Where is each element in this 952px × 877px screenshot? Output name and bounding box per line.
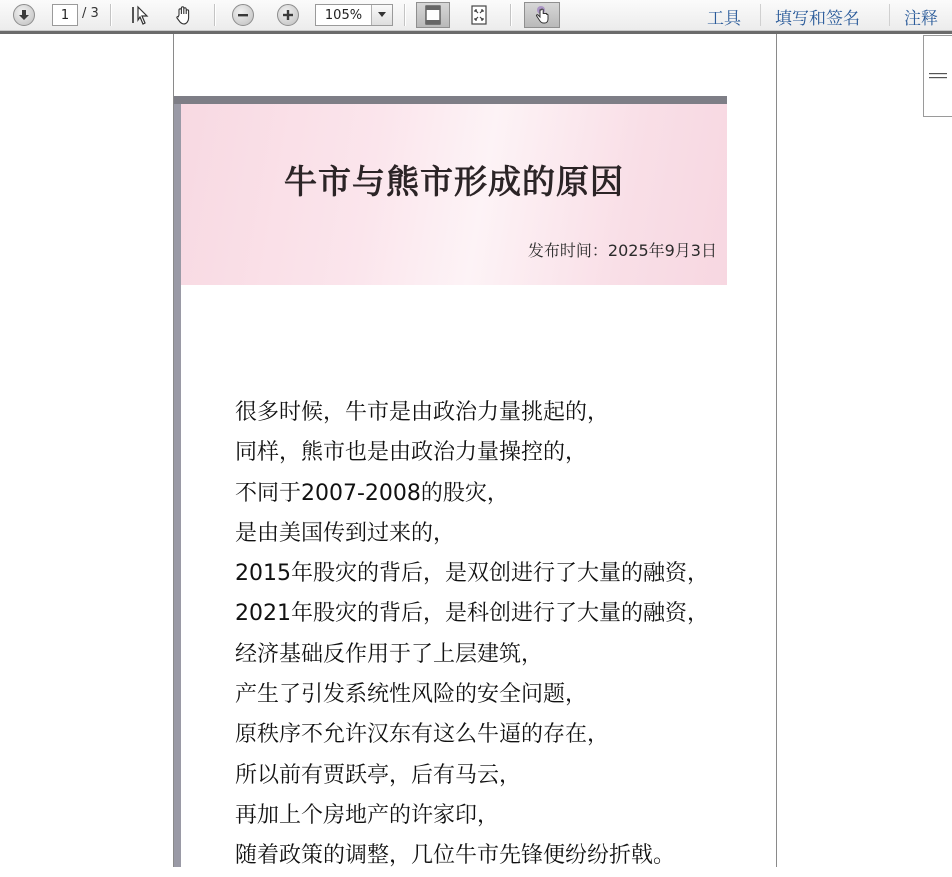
- panel-toggle-icon: [929, 72, 947, 80]
- body-line: 产生了引发系统性风险的安全问题，: [235, 682, 588, 708]
- comment-link[interactable]: 注释: [904, 9, 938, 29]
- image-top-edge: [174, 96, 727, 104]
- next-page-button[interactable]: [13, 3, 35, 27]
- link-divider: [889, 4, 890, 26]
- body-line: 随着政策的调整，几位牛市先锋便纷纷折戟。: [235, 843, 676, 869]
- tools-link[interactable]: 工具: [707, 9, 741, 29]
- fill-sign-link[interactable]: 填写和签名: [775, 9, 860, 29]
- toolbar: [0, 0, 952, 31]
- article-title: 牛市与熊市形成的原因: [284, 162, 624, 201]
- publish-date: 发布时间：2025年9月3日: [527, 241, 717, 260]
- minus-circle-icon: [232, 4, 254, 26]
- toolbar-divider: [214, 4, 216, 26]
- hand-tool-button[interactable]: [172, 3, 196, 27]
- fit-page-icon: [424, 5, 442, 25]
- zoom-dropdown-button[interactable]: [371, 5, 392, 25]
- fit-window-button[interactable]: [462, 2, 496, 28]
- toolbar-divider: [510, 4, 512, 26]
- link-divider: [760, 4, 761, 26]
- article-banner: [181, 104, 727, 285]
- body-line: 很多时候，牛市是由政治力量挑起的，: [235, 400, 610, 425]
- plus-circle-icon: [277, 4, 299, 26]
- body-line: 再加上个房地产的许家印，: [235, 802, 500, 828]
- body-line: 原秩序不允许汉东有这么牛逼的存在，: [235, 722, 610, 748]
- select-tool-button[interactable]: [128, 3, 152, 27]
- touch-hand-icon: [532, 5, 552, 25]
- zoom-level-select[interactable]: [315, 4, 393, 26]
- body-line: 是由美国传到过来的，: [235, 520, 456, 546]
- page-number-input[interactable]: [52, 4, 78, 26]
- zoom-in-button[interactable]: [277, 3, 299, 27]
- toolbar-divider: [110, 4, 112, 26]
- select-cursor-icon: [129, 4, 151, 26]
- read-mode-button[interactable]: [524, 2, 560, 28]
- body-line: 经济基础反作用于了上层建筑，: [235, 641, 544, 667]
- page-number-value: 1: [60, 7, 70, 23]
- article-body: [235, 393, 755, 877]
- body-line: 2015年股灾的背后，是双创进行了大量的融资，: [235, 561, 709, 587]
- fit-window-icon: [470, 5, 488, 25]
- page-total: / 3: [82, 6, 99, 21]
- toolbar-divider: [404, 4, 406, 26]
- zoom-out-button[interactable]: [232, 3, 254, 27]
- body-line: 不同于2007-2008的股灾，: [235, 480, 509, 506]
- body-line: 同样，熊市也是由政治力量操控的，: [235, 440, 588, 466]
- hand-icon: [173, 4, 195, 26]
- arrow-down-circle-icon: [13, 4, 35, 26]
- body-line: 2021年股灾的背后，是科创进行了大量的融资，: [235, 601, 709, 627]
- body-line: 所以前有贾跃亭，后有马云，: [235, 762, 522, 788]
- chevron-down-icon: [378, 12, 386, 18]
- side-panel-toggle[interactable]: [923, 35, 952, 117]
- zoom-level-value: 105%: [324, 7, 363, 23]
- fit-page-button[interactable]: [416, 2, 450, 28]
